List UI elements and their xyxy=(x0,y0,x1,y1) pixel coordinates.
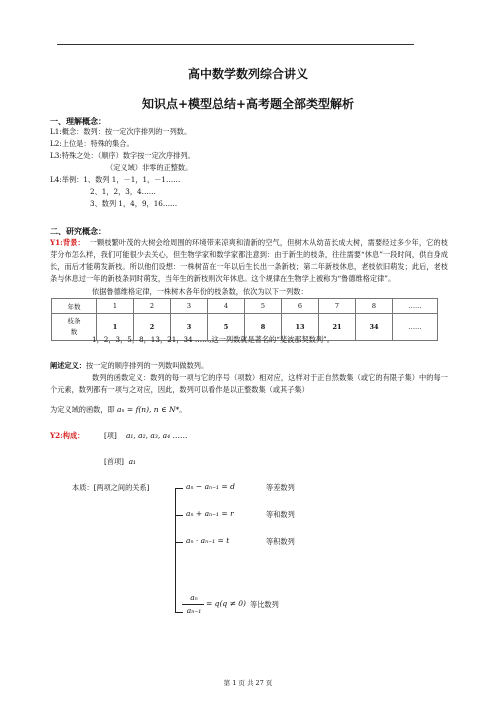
relation-bracket xyxy=(175,488,176,613)
concept-line-6: 2、1，2，3，4…… xyxy=(90,187,156,196)
document-title: 高中数学数列综合讲义 xyxy=(187,67,308,81)
relation-name-sum: 等和数列 xyxy=(266,510,295,519)
background-paragraph xyxy=(50,237,448,285)
y2-label: Y2:构成： xyxy=(50,431,85,440)
table-row xyxy=(52,299,438,314)
table-cell: 7 xyxy=(319,299,356,314)
table-cell: …… xyxy=(393,299,438,314)
first-term-formula: a₁ xyxy=(128,457,137,466)
relation-name-geometric: 等比数列 xyxy=(250,600,279,609)
table-cell: 4 xyxy=(208,299,245,314)
table-cell: 3 xyxy=(171,299,208,314)
background-text: 一颗枝繁叶茂的大树会给周围的环境带来凉爽和清新的空气，但树木从幼苗长成大树，需要经过多少年，它的枝芽分布怎么样，我们可能很少去关心，但生物学家和数学家都注意到：由于新生的枝条，往往需要“休息”一段时间，供自身成长，而后才能萌发新枝。所以他们设想：一株树苗在一年以后生长出一条新枝；第二年新枝休息，老枝依旧萌发；此后，老枝条与休息过一年的新枝条同时萌发，当年生的新枝则次年休息。这个规律在生物学上被称为“鲁德维格定律”。 xyxy=(50,238,448,283)
table-cell: 6 xyxy=(282,299,319,314)
relation-formula-arithmetic: aₙ − aₙ₋₁ = d xyxy=(186,482,235,491)
relation-name-arithmetic: 等差数列 xyxy=(266,483,295,492)
table-cell: 34 xyxy=(356,314,393,341)
relation-name-product: 等积数列 xyxy=(266,537,295,546)
definition-formula: aₙ = f(n), n ∈ N* xyxy=(117,405,180,414)
table-cell: …… xyxy=(393,314,438,341)
first-term-line: [首项] a₁ xyxy=(104,457,137,466)
document-subtitle: 知识点+模型总结+高考题全部类型解析 xyxy=(141,97,355,111)
concept-line-2: L2:上位是：特殊的集合。 xyxy=(50,139,134,148)
table-cell: 1 xyxy=(97,299,134,314)
table-cell: 5 xyxy=(245,299,282,314)
table-cell: 5 xyxy=(208,314,245,341)
table-cell: 8 xyxy=(245,314,282,341)
table-cell: 8 xyxy=(356,299,393,314)
table-note: 1，2，3，5，8，13，21，34 ……,这一列数就是著名的“斐波那契数列”。 xyxy=(92,335,334,344)
table-header-year: 年数 xyxy=(52,299,97,314)
y1-label: Y1:背景： xyxy=(50,238,85,247)
table-cell: 21 xyxy=(319,314,356,341)
ratio-denominator: aₙ₋₁ xyxy=(186,606,202,615)
section1-heading: 一、理解概念： xyxy=(50,116,106,126)
table-cell: 13 xyxy=(282,314,319,341)
page-footer: 第 1 页 共 27 页 xyxy=(223,679,273,687)
y2-line xyxy=(50,430,84,441)
definition-label: 阐述定义： xyxy=(50,361,86,370)
section2-heading: 二、研究概念： xyxy=(50,226,106,236)
table-cell: 2 xyxy=(134,314,171,341)
definition-line-1: 阐述定义：按一定的顺序排列的一列数叫做数列。 xyxy=(50,361,209,370)
table-header-branches: 枝条 数 xyxy=(52,314,97,341)
table-cell: 3 xyxy=(171,314,208,341)
definition-line-3: 为定义域的函数，即 aₙ = f(n), n ∈ N*。 xyxy=(50,405,187,414)
table-intro: 依据鲁德维格定律，一株树木各年份的枝条数，依次为以下一列数： xyxy=(92,287,308,296)
concept-line-1: L1:概念：数列：按一定次序排列的一列数。 xyxy=(50,127,192,136)
item-line: [项] a₁, a₂, a₃, a₄ …… xyxy=(104,431,188,440)
fraction-bar xyxy=(182,604,204,605)
table-cell: 2 xyxy=(134,299,171,314)
items-formula: a₁, a₂, a₃, a₄ …… xyxy=(125,431,188,440)
relation-formula-geometric: = q(q ≠ 0) xyxy=(206,599,246,608)
concept-line-4: （定义域）非零的正整数。 xyxy=(106,163,193,172)
definition-paragraph: 数列的函数定义：数列的每一项与它的序号（项数）相对应，这样对于正自然数集（或它的有限子集）中的每一个元素，数列都有一项与之对应，因此，数列可以看作是以正整数集（或其子集） xyxy=(50,373,448,394)
relation-formula-product: aₙ · aₙ₋₁ = t xyxy=(186,536,230,545)
concept-line-5: L4:举例：1、数列 1，－1，1，－1…… xyxy=(50,175,181,184)
table-cell: 1 xyxy=(97,314,134,341)
concept-line-3: L3:特殊之处：（顺序）数字按一定次序排列。 xyxy=(50,151,195,160)
concept-line-7: 3、数列 1，4，9，16…… xyxy=(90,199,178,208)
essence-label: 本质：[两项之间的关系] xyxy=(72,483,150,492)
ratio-numerator: aₙ xyxy=(190,593,198,602)
relation-formula-sum: aₙ + aₙ₋₁ = r xyxy=(186,509,234,518)
header-rule xyxy=(57,44,414,45)
